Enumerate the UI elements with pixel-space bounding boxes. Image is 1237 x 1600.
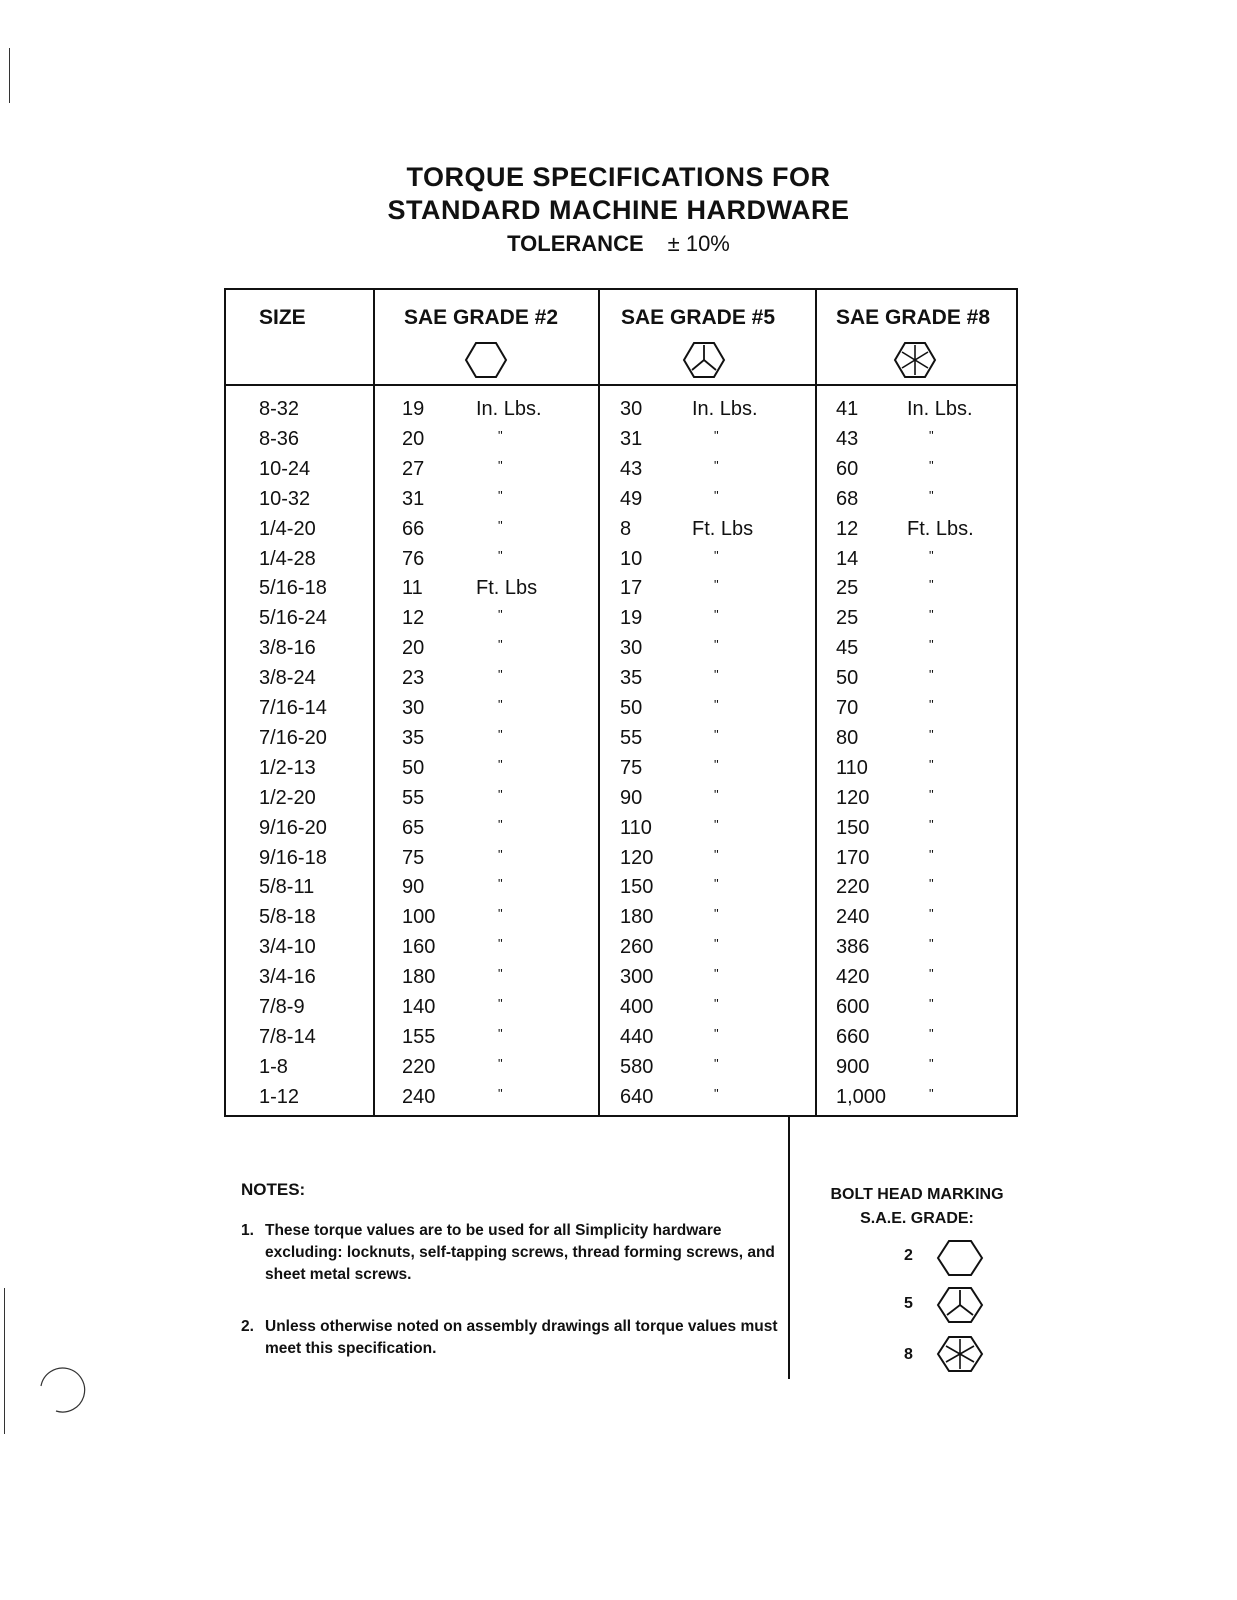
cell-grade-8-unit: " bbox=[929, 936, 934, 952]
cell-grade-8-unit: In. Lbs. bbox=[907, 398, 973, 420]
cell-grade-8-value: 110 bbox=[836, 756, 868, 779]
cell-grade-2-unit: " bbox=[498, 667, 503, 683]
table-row bbox=[226, 394, 1016, 424]
cell-grade-5-unit: " bbox=[714, 577, 719, 593]
cell-grade-8-value: 220 bbox=[836, 876, 870, 899]
cell-grade-8-unit: Ft. Lbs. bbox=[907, 517, 974, 540]
scan-mark bbox=[4, 1288, 5, 1434]
cell-grade-5-value: 300 bbox=[620, 966, 654, 989]
note-item bbox=[241, 1220, 781, 1286]
cell-grade-5-unit: " bbox=[714, 816, 719, 832]
cell-grade-2-unit: " bbox=[498, 996, 503, 1011]
note-text: These torque values are to be used for all Simplicity hardware excluding: locknuts, self-tapping screws, thread forming screws, and sheet metal screws. bbox=[265, 1222, 775, 1283]
table-row bbox=[226, 424, 1016, 454]
cell-grade-5-unit: " bbox=[714, 667, 719, 683]
tolerance bbox=[0, 231, 1237, 257]
cell-size: 3/4-10 bbox=[259, 936, 316, 959]
cell-grade-2-value: 76 bbox=[402, 547, 425, 570]
cell-grade-8-unit: " bbox=[929, 786, 934, 802]
cell-grade-5-value: 110 bbox=[620, 816, 652, 839]
cell-size: 5/16-24 bbox=[259, 607, 327, 630]
punch-hole-mark bbox=[36, 1366, 86, 1416]
cell-size: 3/8-24 bbox=[259, 667, 316, 690]
cell-grade-8-value: 80 bbox=[836, 726, 859, 749]
cell-grade-2-value: 100 bbox=[402, 906, 436, 929]
title-line-2: STANDARD MACHINE HARDWARE bbox=[387, 195, 850, 225]
bolt-head-marking-title-line-1: BOLT HEAD MARKING bbox=[830, 1186, 1004, 1203]
cell-grade-2-value: 55 bbox=[402, 786, 425, 809]
table-row bbox=[226, 633, 1016, 663]
cell-grade-2-value: 19 bbox=[402, 398, 425, 420]
cell-grade-8-unit: " bbox=[929, 996, 934, 1011]
tolerance-value: ± 10% bbox=[667, 231, 730, 256]
cell-grade-8-unit: " bbox=[929, 726, 934, 742]
cell-grade-8-value: 43 bbox=[836, 427, 859, 450]
note-item bbox=[241, 1316, 781, 1360]
cell-size: 1-8 bbox=[259, 1055, 288, 1078]
cell-grade-2-unit: " bbox=[498, 936, 503, 952]
cell-size: 1/4-28 bbox=[259, 547, 316, 570]
cell-grade-2-value: 50 bbox=[402, 756, 425, 779]
cell-grade-2-value: 12 bbox=[402, 607, 425, 630]
table-row bbox=[226, 603, 1016, 633]
cell-size: 10-24 bbox=[259, 457, 311, 480]
cell-size: 1/4-20 bbox=[259, 517, 316, 540]
cell-grade-5-unit: " bbox=[714, 936, 719, 952]
cell-grade-8-unit: " bbox=[929, 577, 934, 593]
cell-grade-8-value: 70 bbox=[836, 697, 859, 719]
cell-grade-8-unit: " bbox=[929, 1055, 934, 1071]
cell-grade-2-value: 11 bbox=[402, 577, 423, 600]
cell-grade-2-value: 65 bbox=[402, 816, 425, 839]
header-size: SIZE bbox=[259, 306, 306, 329]
cell-grade-8-value: 25 bbox=[836, 607, 859, 630]
cell-grade-8-value: 420 bbox=[836, 966, 870, 989]
table-row bbox=[226, 1052, 1016, 1082]
cell-grade-5-value: 49 bbox=[620, 487, 643, 510]
table-row bbox=[226, 454, 1016, 484]
cell-grade-5-value: 180 bbox=[620, 906, 654, 929]
cell-grade-2-unit: In. Lbs. bbox=[476, 398, 542, 420]
cell-grade-5-value: 120 bbox=[620, 846, 654, 869]
legend-grade-label: 2 bbox=[904, 1247, 913, 1264]
cell-grade-8-value: 240 bbox=[836, 906, 870, 929]
cell-grade-8-value: 900 bbox=[836, 1055, 870, 1078]
cell-grade-5-unit: " bbox=[714, 1055, 719, 1071]
cell-grade-5-value: 35 bbox=[620, 667, 643, 690]
cell-grade-2-unit: " bbox=[498, 816, 503, 832]
table-row bbox=[226, 723, 1016, 753]
cell-grade-5-value: 31 bbox=[620, 427, 643, 450]
cell-grade-2-unit: " bbox=[498, 726, 503, 742]
cell-grade-5-value: 30 bbox=[620, 637, 643, 660]
cell-grade-2-unit: " bbox=[498, 487, 503, 503]
cell-grade-8-unit: " bbox=[929, 427, 934, 443]
cell-size: 10-32 bbox=[259, 487, 311, 510]
cell-grade-8-value: 600 bbox=[836, 996, 870, 1018]
cell-size: 7/16-20 bbox=[259, 726, 327, 749]
table-row bbox=[226, 663, 1016, 693]
header-grade-2: SAE GRADE #2 bbox=[404, 306, 559, 329]
note-number: 1. bbox=[241, 1222, 254, 1239]
cell-grade-5-value: 19 bbox=[620, 607, 643, 630]
table-row bbox=[226, 693, 1016, 723]
tolerance-label: TOLERANCE bbox=[507, 231, 644, 256]
cell-size: 1-12 bbox=[259, 1085, 300, 1108]
cell-grade-2-value: 20 bbox=[402, 637, 425, 660]
cell-grade-5-unit: " bbox=[714, 457, 719, 473]
cell-grade-2-unit: " bbox=[498, 876, 503, 892]
cell-grade-5-unit: " bbox=[714, 547, 719, 563]
cell-grade-5-value: 440 bbox=[620, 1025, 654, 1048]
note-text: Unless otherwise noted on assembly drawings all torque values must meet this specification. bbox=[265, 1318, 778, 1357]
cell-grade-5-value: 17 bbox=[620, 577, 643, 600]
table-row bbox=[226, 932, 1016, 962]
cell-grade-8-value: 150 bbox=[836, 816, 870, 839]
hexagon-six-lines-icon bbox=[893, 340, 937, 380]
cell-size: 9/16-18 bbox=[259, 846, 327, 869]
table-row bbox=[226, 1082, 1016, 1112]
cell-grade-2-unit: " bbox=[498, 457, 503, 473]
cell-grade-5-value: 580 bbox=[620, 1055, 654, 1078]
cell-grade-5-unit: " bbox=[714, 756, 719, 772]
cell-grade-2-value: 75 bbox=[402, 846, 425, 869]
cell-grade-2-unit: " bbox=[498, 547, 503, 563]
cell-grade-5-unit: " bbox=[714, 1085, 719, 1101]
cell-grade-5-unit: In. Lbs. bbox=[692, 398, 758, 420]
cell-grade-2-value: 20 bbox=[402, 427, 425, 450]
cell-size: 7/8-9 bbox=[259, 996, 305, 1018]
cell-grade-8-unit: " bbox=[929, 667, 934, 683]
cell-grade-8-unit: " bbox=[929, 457, 934, 473]
table-row bbox=[226, 1022, 1016, 1052]
cell-size: 7/8-14 bbox=[259, 1025, 316, 1048]
table-row bbox=[226, 783, 1016, 813]
table-row bbox=[226, 843, 1016, 873]
cell-grade-2-value: 240 bbox=[402, 1085, 436, 1108]
table-row bbox=[226, 573, 1016, 603]
table-row bbox=[226, 872, 1016, 902]
hexagon-plain-icon bbox=[936, 1238, 984, 1278]
cell-size: 5/16-18 bbox=[259, 577, 327, 600]
cell-size: 1/2-20 bbox=[259, 786, 316, 809]
cell-grade-8-unit: " bbox=[929, 607, 934, 623]
table-row bbox=[226, 992, 1016, 1022]
cell-grade-2-unit: " bbox=[498, 846, 503, 862]
cell-grade-2-unit: " bbox=[498, 1085, 503, 1101]
cell-grade-8-value: 12 bbox=[836, 517, 859, 540]
legend-grade-label: 5 bbox=[904, 1295, 913, 1312]
legend-grade-label: 8 bbox=[904, 1346, 913, 1363]
table-row bbox=[226, 514, 1016, 544]
cell-grade-2-value: 35 bbox=[402, 726, 425, 749]
cell-grade-8-unit: " bbox=[929, 637, 934, 653]
cell-size: 1/2-13 bbox=[259, 756, 316, 779]
cell-grade-8-value: 170 bbox=[836, 846, 870, 869]
cell-grade-2-value: 23 bbox=[402, 667, 425, 690]
cell-grade-5-value: 90 bbox=[620, 786, 643, 809]
cell-grade-8-value: 386 bbox=[836, 936, 870, 959]
table-row bbox=[226, 902, 1016, 932]
notes-title: NOTES: bbox=[241, 1180, 306, 1199]
cell-grade-2-unit: " bbox=[498, 756, 503, 772]
cell-grade-2-value: 27 bbox=[402, 457, 425, 480]
cell-grade-2-value: 30 bbox=[402, 697, 425, 719]
scan-mark bbox=[9, 48, 10, 103]
cell-grade-8-value: 60 bbox=[836, 457, 859, 480]
cell-grade-2-value: 155 bbox=[402, 1025, 436, 1048]
cell-grade-5-value: 640 bbox=[620, 1085, 654, 1108]
cell-grade-5-unit: " bbox=[714, 786, 719, 802]
cell-size: 7/16-14 bbox=[259, 697, 327, 719]
cell-grade-5-value: 400 bbox=[620, 996, 654, 1018]
cell-grade-2-unit: " bbox=[498, 786, 503, 802]
title-line-1: TORQUE SPECIFICATIONS FOR bbox=[406, 162, 831, 192]
cell-grade-8-value: 41 bbox=[836, 398, 859, 420]
cell-grade-5-unit: " bbox=[714, 607, 719, 623]
cell-grade-2-unit: " bbox=[498, 1055, 503, 1071]
cell-grade-5-unit: " bbox=[714, 966, 719, 982]
cell-grade-8-unit: " bbox=[929, 816, 934, 832]
cell-grade-8-unit: " bbox=[929, 1085, 934, 1101]
cell-grade-5-unit: " bbox=[714, 846, 719, 862]
header-divider bbox=[226, 384, 1016, 386]
cell-grade-5-value: 8 bbox=[620, 517, 632, 540]
cell-grade-2-unit: " bbox=[498, 637, 503, 653]
cell-grade-5-value: 55 bbox=[620, 726, 643, 749]
cell-grade-5-unit: " bbox=[714, 697, 719, 712]
bolt-head-marking-title bbox=[812, 1183, 1022, 1231]
cell-grade-2-value: 90 bbox=[402, 876, 425, 899]
cell-grade-8-unit: " bbox=[929, 547, 934, 563]
cell-grade-8-unit: " bbox=[929, 697, 934, 712]
cell-grade-8-unit: " bbox=[929, 756, 934, 772]
header-grade-8: SAE GRADE #8 bbox=[836, 306, 991, 329]
cell-grade-2-unit: " bbox=[498, 697, 503, 712]
cell-size: 8-32 bbox=[259, 398, 300, 420]
cell-grade-2-unit: " bbox=[498, 966, 503, 982]
cell-grade-8-value: 1,000 bbox=[836, 1085, 887, 1108]
hexagon-six-lines-icon bbox=[936, 1334, 984, 1374]
cell-grade-2-value: 66 bbox=[402, 517, 425, 540]
cell-grade-5-unit: " bbox=[714, 427, 719, 443]
cell-grade-2-unit: " bbox=[498, 517, 503, 533]
cell-grade-8-value: 120 bbox=[836, 786, 870, 809]
cell-grade-2-unit: " bbox=[498, 607, 503, 623]
cell-grade-8-unit: " bbox=[929, 906, 934, 922]
cell-grade-5-unit: " bbox=[714, 637, 719, 653]
table-row bbox=[226, 753, 1016, 783]
cell-grade-5-unit: " bbox=[714, 1025, 719, 1041]
cell-grade-5-value: 50 bbox=[620, 697, 643, 719]
cell-size: 5/8-18 bbox=[259, 906, 316, 929]
table-row bbox=[226, 962, 1016, 992]
note-number: 2. bbox=[241, 1318, 254, 1335]
cell-grade-5-unit: " bbox=[714, 996, 719, 1011]
cell-grade-5-unit: " bbox=[714, 726, 719, 742]
cell-grade-5-value: 150 bbox=[620, 876, 654, 899]
hexagon-plain-icon bbox=[464, 340, 508, 380]
cell-grade-5-value: 43 bbox=[620, 457, 643, 480]
cell-size: 8-36 bbox=[259, 427, 300, 450]
cell-grade-2-unit: " bbox=[498, 1025, 503, 1041]
cell-grade-2-unit: " bbox=[498, 906, 503, 922]
cell-grade-5-value: 10 bbox=[620, 547, 643, 570]
cell-grade-5-unit: " bbox=[714, 876, 719, 892]
section-divider bbox=[788, 1117, 790, 1379]
cell-grade-5-unit: Ft. Lbs bbox=[692, 517, 754, 540]
cell-grade-8-value: 50 bbox=[836, 667, 859, 690]
cell-grade-8-value: 25 bbox=[836, 577, 859, 600]
cell-grade-2-value: 180 bbox=[402, 966, 436, 989]
cell-grade-8-value: 68 bbox=[836, 487, 859, 510]
cell-grade-2-unit: Ft. Lbs bbox=[476, 577, 538, 600]
hexagon-three-lines-icon bbox=[936, 1285, 984, 1325]
cell-grade-5-value: 75 bbox=[620, 756, 643, 779]
cell-grade-8-unit: " bbox=[929, 487, 934, 503]
cell-grade-8-value: 14 bbox=[836, 547, 859, 570]
header-grade-5: SAE GRADE #5 bbox=[621, 306, 776, 329]
cell-grade-5-value: 260 bbox=[620, 936, 654, 959]
cell-grade-5-unit: " bbox=[714, 906, 719, 922]
cell-size: 3/4-16 bbox=[259, 966, 316, 989]
bolt-head-marking-title-line-2: S.A.E. GRADE: bbox=[860, 1210, 974, 1227]
cell-grade-8-unit: " bbox=[929, 1025, 934, 1041]
table-row bbox=[226, 813, 1016, 843]
cell-grade-2-value: 160 bbox=[402, 936, 436, 959]
cell-grade-8-value: 660 bbox=[836, 1025, 870, 1048]
torque-table bbox=[224, 288, 1018, 1117]
cell-grade-5-unit: " bbox=[714, 487, 719, 503]
cell-grade-2-value: 220 bbox=[402, 1055, 436, 1078]
table-row bbox=[226, 484, 1016, 514]
cell-size: 9/16-20 bbox=[259, 816, 327, 839]
cell-grade-2-value: 140 bbox=[402, 996, 436, 1018]
cell-grade-8-unit: " bbox=[929, 876, 934, 892]
cell-grade-8-value: 45 bbox=[836, 637, 859, 660]
cell-grade-8-unit: " bbox=[929, 846, 934, 862]
cell-grade-8-unit: " bbox=[929, 966, 934, 982]
cell-grade-2-value: 31 bbox=[402, 487, 425, 510]
table-row bbox=[226, 544, 1016, 574]
cell-size: 5/8-11 bbox=[259, 876, 315, 899]
cell-grade-2-unit: " bbox=[498, 427, 503, 443]
cell-grade-5-value: 30 bbox=[620, 398, 643, 420]
hexagon-three-lines-icon bbox=[682, 340, 726, 380]
cell-size: 3/8-16 bbox=[259, 637, 316, 660]
